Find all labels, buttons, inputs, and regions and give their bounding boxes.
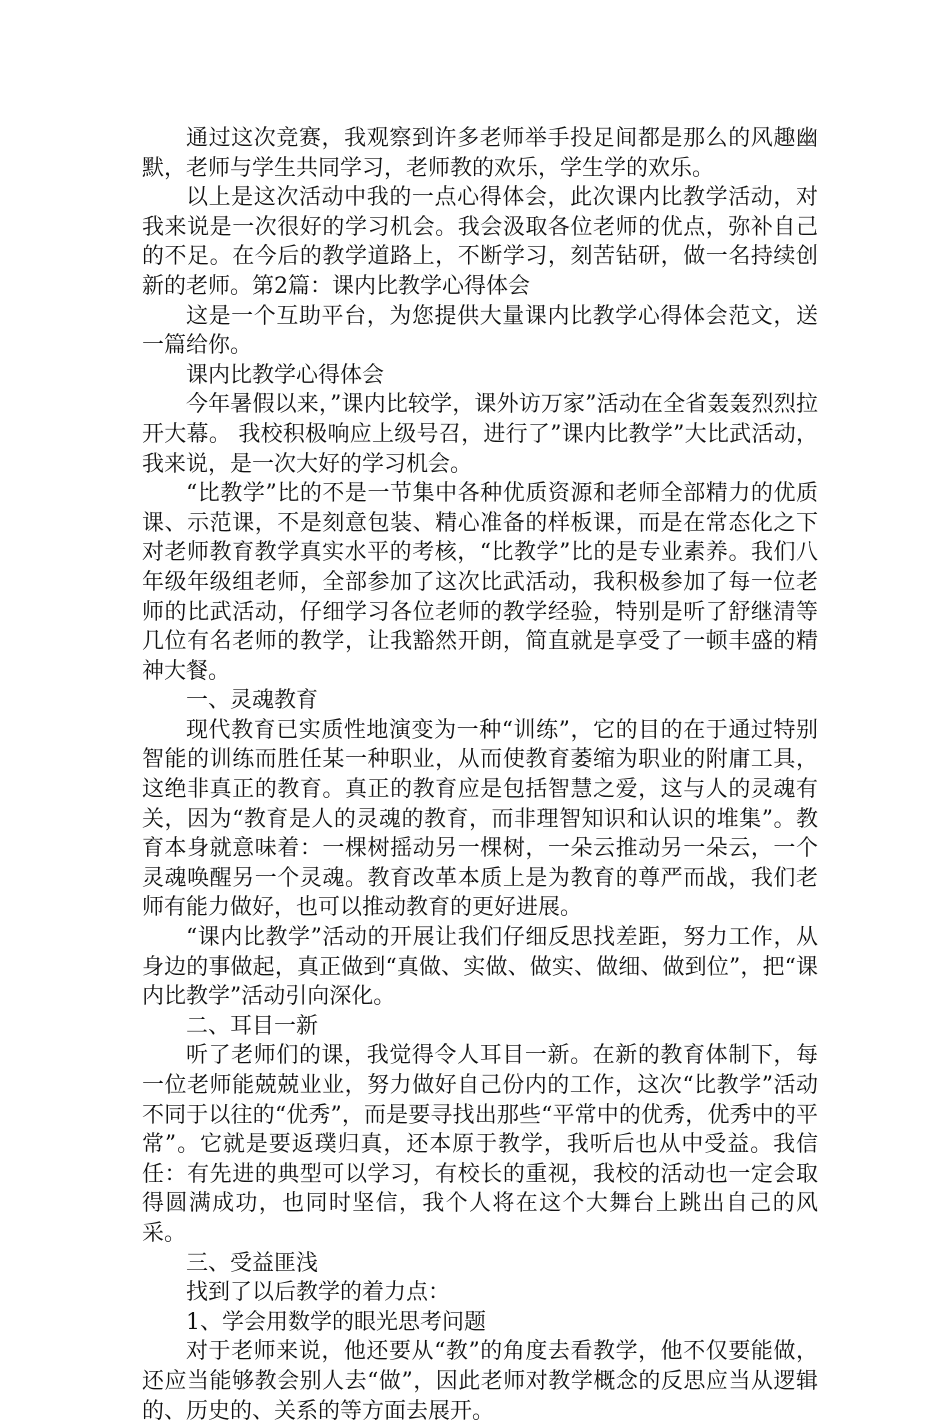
document-body — [142, 124, 818, 1426]
paragraph: 这是一个互助平台，为您提供大量课内比教学心得体会范文，送一篇给你。 — [142, 303, 818, 359]
paragraph: “比教学”比的不是一节集中各种优质资源和老师全部精力的优质课、示范课，不是刻意包装、精心准备的样板课，而是在常态化之下对老师教育教学真实水平的考核，“比教学”比的是专业素养。我们八年级年级组老师，全部参加了这次比武活动，我积极参加了每一位老师的比武活动，仔细学习各位老师的教学经验，特别是听了舒继清等几位有名老师的教学，让我豁然开朗，简直就是享受了一顿丰盛的精神大餐。 — [142, 481, 818, 684]
paragraph: 对于老师来说，他还要从“教”的角度去看教学，他不仅要能做，还应当能够教会别人去“做”，因此老师对教学概念的反思应当从逻辑的、历史的、关系的等方面去展开。 — [142, 1339, 818, 1424]
paragraph: “课内比教学”活动的开展让我们仔细反思找差距，努力工作，从身边的事做起，真正做到“真做、实做、做实、做细、做到位”，把“课内比教学”活动引向深化。 — [142, 925, 818, 1010]
sub-heading: 找到了以后教学的着力点： — [186, 1280, 451, 1306]
section-heading: 二、耳目一新 — [186, 1013, 319, 1039]
sub-heading: 1、学会用数学的眼光思考问题 — [186, 1309, 486, 1335]
paragraph: 现代教育已实质性地演变为一种“训练”，它的目的在于通过特别智能的训练而胜任某一种职业，从而使教育萎缩为职业的附庸工具，这绝非真正的教育。真正的教育应是包括智慧之爱，这与人的灵魂有关，因为“教育是人的灵魂的教育，而非理智知识和认识的堆集”。教育本身就意味着：一棵树摇动另一棵树，一朵云推动另一朵云，一个灵魂唤醒另一个灵魂。教育改革本质上是为教育的尊严而战，我们老师有能力做好，也可以推动教育的更好进展。 — [142, 717, 818, 921]
section-heading: 课内比教学心得体会 — [186, 362, 385, 388]
section-heading: 一、灵魂教育 — [186, 688, 319, 714]
paragraph: 听了老师们的课，我觉得令人耳目一新。在新的教育体制下，每一位老师能兢兢业业，努力做好自己份内的工作，这次“比教学”活动不同于以往的“优秀”，而是要寻找出那些“平常中的优秀，优秀中的平常”。它就是要返璞归真，还本原于教学，我听后也从中受益。我信任：有先进的典型可以学习，有校长的重视，我校的活动也一定会取得圆满成功，也同时坚信，我个人将在这个大舞台上跳出自己的风采。 — [142, 1043, 818, 1246]
paragraph: 今年暑假以来，”课内比较学，课外访万家”活动在全省轰轰烈烈拉开大幕。 我校积极响应上级号召，进行了”课内比教学”大比武活动，我来说，是一次大好的学习机会。 — [142, 392, 818, 477]
section-heading: 三、受益匪浅 — [186, 1250, 319, 1276]
paragraph: 通过这次竞赛，我观察到许多老师举手投足间都是那么的风趣幽默，老师与学生共同学习，老师教的欢乐，学生学的欢乐。 — [142, 126, 818, 181]
paragraph: 以上是这次活动中我的一点心得体会，此次课内比教学活动，对我来说是一次很好的学习机会。我会汲取各位老师的优点，弥补自己的不足。在今后的教学道路上，不断学习，刻苦钻研，做一名持续创新的老师。第2篇：课内比教学心得体会 — [142, 185, 818, 299]
